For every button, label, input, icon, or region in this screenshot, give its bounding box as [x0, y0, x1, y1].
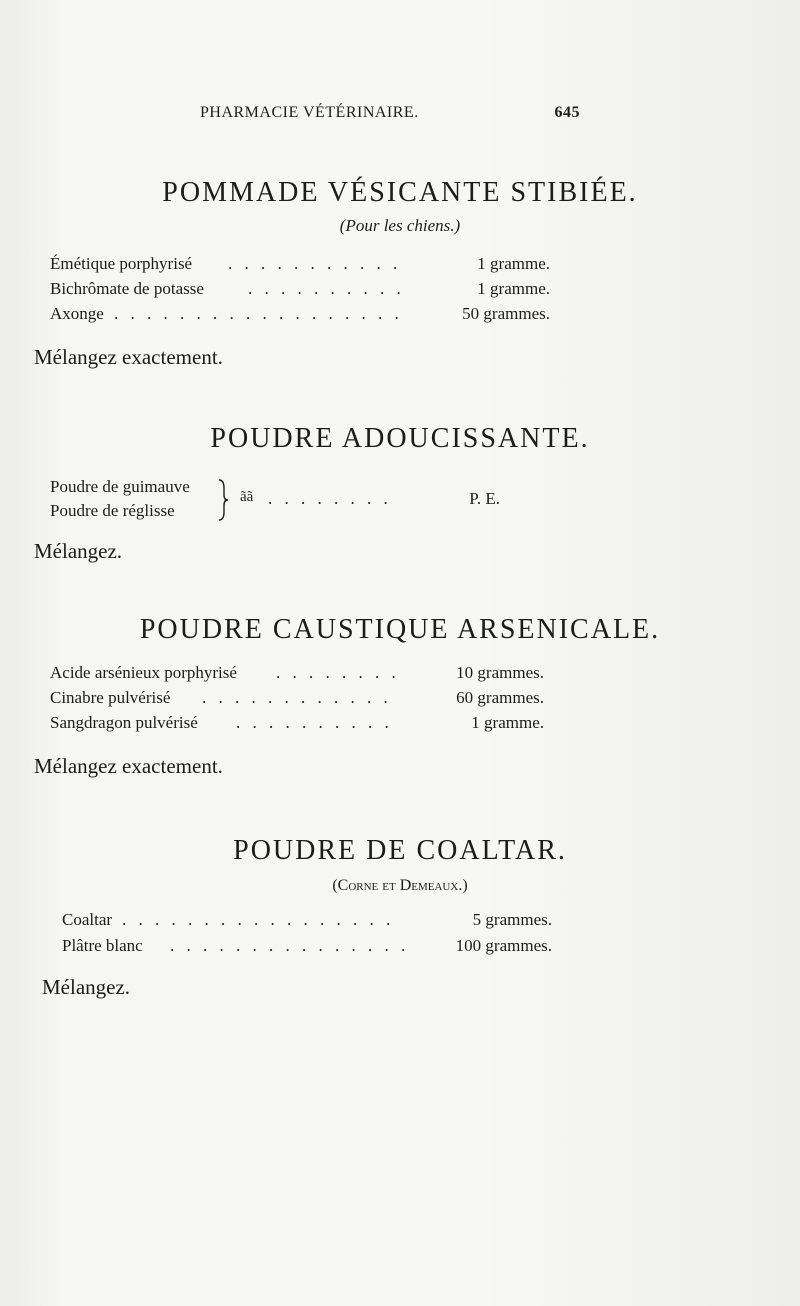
- recipe-row: [62, 910, 552, 934]
- shared-quantity-row: [240, 489, 500, 513]
- ingredient-name: Émétique porphyrisé: [50, 254, 193, 273]
- recipe-row: [50, 279, 550, 303]
- section-subtitle: (Pour les chiens.): [339, 216, 461, 235]
- ingredient-quantity: P. E.: [469, 489, 500, 508]
- ingredient-name: Cinabre pulvérisé: [50, 688, 171, 707]
- ingredient-name: Poudre de guimauve: [50, 477, 190, 496]
- ingredient-quantity: 5 grammes.: [472, 910, 552, 929]
- section-title: POMMADE VÉSICANTE STIBIÉE.: [162, 177, 638, 208]
- ingredient-name: Sangdragon pulvérisé: [50, 713, 198, 732]
- ingredient-name: Bichrômate de potasse: [50, 279, 204, 298]
- dot-leader: . . . . . . . . . . . . . . .: [170, 936, 410, 955]
- dot-leader: . . . . . . . . . .: [248, 279, 405, 298]
- recipe-row: [50, 304, 550, 328]
- dot-leader: . . . . . . . .: [276, 663, 400, 682]
- page-number: 645: [554, 104, 580, 121]
- ingredient-name: Poudre de réglisse: [50, 501, 175, 520]
- curly-brace: [216, 478, 230, 522]
- dot-leader: . . . . . . . . . . . . . . . . .: [122, 910, 395, 929]
- instruction-note: Mélangez.: [42, 975, 131, 999]
- dot-leader: . . . . . . . . . .: [236, 713, 393, 732]
- dot-leader: . . . . . . . . . . .: [228, 254, 402, 273]
- ingredient-name: Plâtre blanc: [62, 936, 143, 955]
- ingredient-quantity: 1 gramme.: [477, 254, 550, 273]
- ingredient-quantity: 100 grammes.: [455, 936, 552, 955]
- dot-leader: . . . . . . . . . . . . . . . . . .: [114, 304, 403, 323]
- recipe-row: [62, 936, 552, 960]
- dot-leader: . . . . . . . . . . . .: [202, 688, 392, 707]
- ingredient-quantity: 10 grammes.: [456, 663, 544, 682]
- ingredient-name: Axonge: [50, 304, 104, 323]
- recipe-row: [50, 713, 544, 737]
- instruction-note: Mélangez exactement.: [34, 345, 223, 369]
- ingredient-quantity: 1 gramme.: [477, 279, 550, 298]
- ingredient-quantity: 50 grammes.: [462, 304, 550, 323]
- dot-leader: . . . . . . . .: [268, 489, 392, 508]
- recipe-row: [50, 688, 544, 712]
- section-title: POUDRE CAUSTIQUE ARSENICALE.: [139, 614, 661, 645]
- recipe-row: [50, 254, 550, 278]
- ana-symbol: ãã: [240, 489, 254, 505]
- running-head-title: PHARMACIE VÉTÉRINAIRE.: [200, 104, 419, 121]
- instruction-note: Mélangez exactement.: [34, 754, 223, 778]
- ingredient-quantity: 1 gramme.: [471, 713, 544, 732]
- section-title: POUDRE DE COALTAR.: [233, 835, 567, 866]
- ingredient-name: Acide arsénieux porphyrisé: [50, 663, 237, 682]
- ingredient-quantity: 60 grammes.: [456, 688, 544, 707]
- section-title: POUDRE ADOUCISSANTE.: [210, 423, 590, 454]
- section-subtitle: (Corne et Demeaux.): [332, 877, 468, 894]
- ingredient-name: Coaltar: [62, 910, 113, 929]
- recipe-row: [50, 663, 544, 687]
- instruction-note: Mélangez.: [34, 539, 123, 563]
